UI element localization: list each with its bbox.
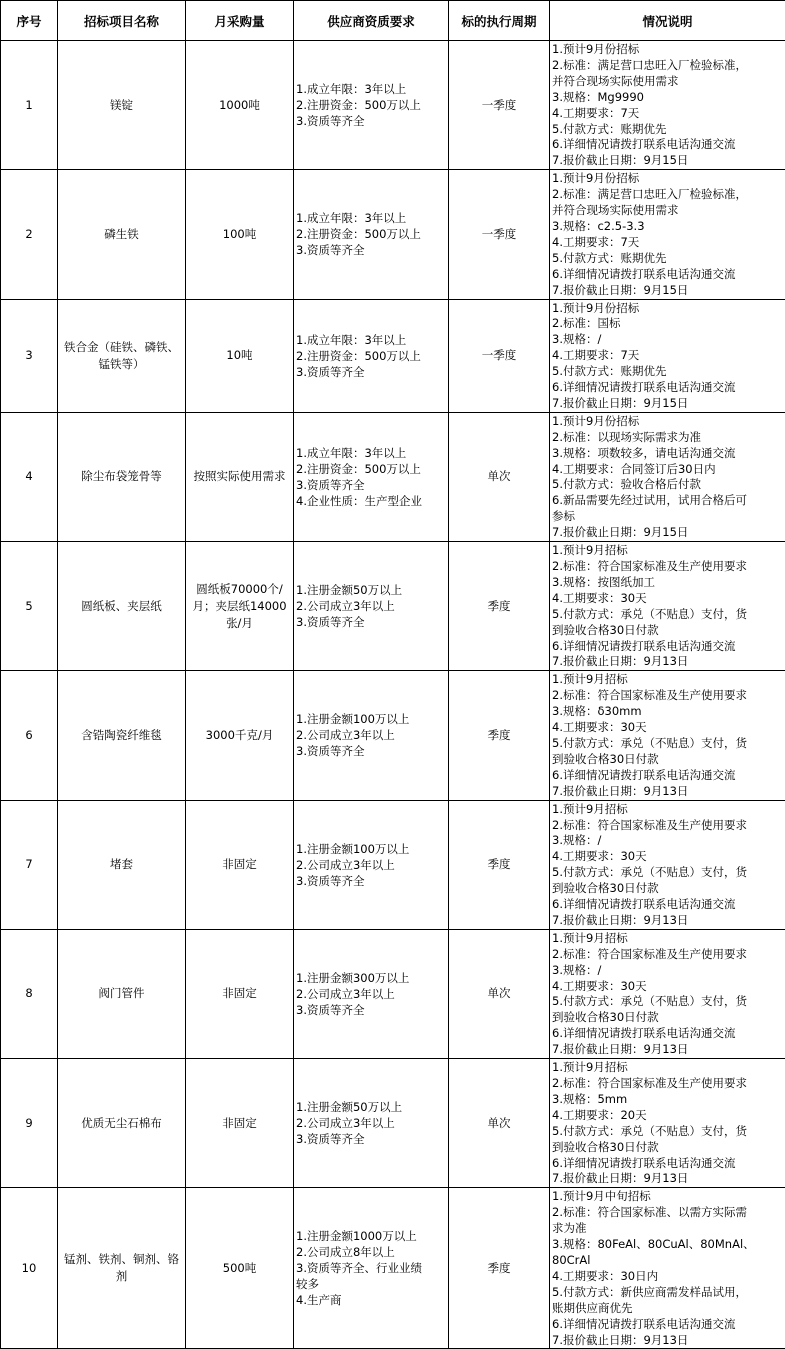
requirement-line: 2.注册资金：500万以上: [296, 461, 446, 477]
table-row: [1, 1188, 785, 1349]
description-line: 6.详细情况请拨打联系电话沟通交流: [552, 267, 783, 283]
supplier-requirements: [294, 1188, 449, 1349]
description-line: 3.规格：按图纸加工: [552, 575, 783, 591]
description-line: 4.工期要求：30天: [552, 979, 783, 995]
description-line: 6.详细情况请拨打联系电话沟通交流: [552, 1026, 783, 1042]
description-line: 参标: [552, 509, 783, 525]
description-line: 到验收合格30日付款: [552, 752, 783, 768]
project-name: 圆纸板、夹层纸: [58, 542, 186, 671]
description-line: 2.标准：符合国家标准、以需方实际需: [552, 1205, 783, 1221]
row-number: 10: [1, 1188, 58, 1349]
description-line: 到验收合格30日付款: [552, 1140, 783, 1156]
row-number: 8: [1, 929, 58, 1058]
description-line: 6.详细情况请拨打联系电话沟通交流: [552, 768, 783, 784]
execution-period: 一季度: [449, 41, 550, 170]
execution-period: 单次: [449, 929, 550, 1058]
supplier-requirements: [294, 671, 449, 800]
requirement-line: 2.公司成立3年以上: [296, 1115, 446, 1131]
description-line: 5.付款方式：承兑（不贴息）支付，货: [552, 1124, 783, 1140]
requirement-line: 1.注册金额100万以上: [296, 841, 446, 857]
description-line: 5.付款方式：承兑（不贴息）支付，货: [552, 736, 783, 752]
header-execution-period: 标的执行周期: [449, 1, 550, 41]
supplier-requirements: [294, 1059, 449, 1188]
header-description: 情况说明: [550, 1, 785, 41]
description-line: 2.标准：符合国家标准及生产使用要求: [552, 559, 783, 575]
project-name: 堵套: [58, 800, 186, 929]
description: [550, 542, 785, 671]
description-line: 3.规格：Mg9990: [552, 90, 783, 106]
table-row: [1, 800, 785, 929]
monthly-quantity: 非固定: [186, 929, 294, 1058]
requirement-line: 2.公司成立3年以上: [296, 727, 446, 743]
project-name: 除尘布袋笼骨等: [58, 412, 186, 541]
table-row: [1, 929, 785, 1058]
monthly-quantity: 圆纸板70000个/月；夹层纸14000张/月: [186, 542, 294, 671]
monthly-quantity: 1000吨: [186, 41, 294, 170]
description-line: 5.付款方式：承兑（不贴息）支付，货: [552, 865, 783, 881]
description: [550, 412, 785, 541]
requirement-line: 4.企业性质：生产型企业: [296, 493, 446, 509]
description-line: 2.标准：满足营口忠旺入厂检验标准，: [552, 187, 783, 203]
monthly-quantity: 按照实际使用需求: [186, 412, 294, 541]
description-line: 4.工期要求：7天: [552, 235, 783, 251]
requirement-line: 1.成立年限：3年以上: [296, 445, 446, 461]
description-line: 6.详细情况请拨打联系电话沟通交流: [552, 1317, 783, 1333]
description-line: 1.预计9月份招标: [552, 414, 783, 430]
header-monthly-qty: 月采购量: [186, 1, 294, 41]
description-line: 4.工期要求：7天: [552, 348, 783, 364]
description-line: 并符合现场实际使用需求: [552, 74, 783, 90]
row-number: 5: [1, 542, 58, 671]
description-line: 3.规格：80FeAl、80CuAl、80MnAl、: [552, 1237, 783, 1253]
table-row: [1, 542, 785, 671]
requirement-line: 3.资质等齐全: [296, 242, 446, 258]
monthly-quantity: 100吨: [186, 170, 294, 299]
description-line: 1.预计9月招标: [552, 931, 783, 947]
row-number: 4: [1, 412, 58, 541]
execution-period: 单次: [449, 412, 550, 541]
description: [550, 929, 785, 1058]
requirement-line: 1.注册金额1000万以上: [296, 1228, 446, 1244]
description-line: 3.规格：c2.5-3.3: [552, 219, 783, 235]
execution-period: 单次: [449, 1059, 550, 1188]
requirement-line: 1.成立年限：3年以上: [296, 81, 446, 97]
requirement-line: 1.注册金额50万以上: [296, 582, 446, 598]
table-row: [1, 299, 785, 412]
description-line: 5.付款方式：承兑（不贴息）支付，货: [552, 994, 783, 1010]
execution-period: 季度: [449, 671, 550, 800]
description-line: 6.详细情况请拨打联系电话沟通交流: [552, 380, 783, 396]
description-line: 到验收合格30日付款: [552, 1010, 783, 1026]
execution-period: 季度: [449, 1188, 550, 1349]
description-line: 2.标准：以现场实际需求为准: [552, 430, 783, 446]
description-line: 1.预计9月份招标: [552, 171, 783, 187]
description-line: 2.标准：国标: [552, 316, 783, 332]
requirement-line: 1.注册金额300万以上: [296, 970, 446, 986]
table-row: [1, 170, 785, 299]
project-name: 优质无尘石棉布: [58, 1059, 186, 1188]
description-line: 3.规格：/: [552, 963, 783, 979]
row-number: 7: [1, 800, 58, 929]
description-line: 2.标准：符合国家标准及生产使用要求: [552, 947, 783, 963]
requirement-line: 1.注册金额50万以上: [296, 1099, 446, 1115]
row-number: 6: [1, 671, 58, 800]
project-name: 镁锭: [58, 41, 186, 170]
project-name: 铁合金（硅铁、磷铁、锰铁等）: [58, 299, 186, 412]
description-line: 80CrAl: [552, 1253, 783, 1269]
description-line: 账期供应商优先: [552, 1301, 783, 1317]
description-line: 4.工期要求：30日内: [552, 1269, 783, 1285]
project-name: 阀门管件: [58, 929, 186, 1058]
row-number: 2: [1, 170, 58, 299]
header-project-name: 招标项目名称: [58, 1, 186, 41]
table-row: [1, 671, 785, 800]
supplier-requirements: [294, 41, 449, 170]
description-line: 6.详细情况请拨打联系电话沟通交流: [552, 137, 783, 153]
description-line: 2.标准：满足营口忠旺入厂检验标准，: [552, 58, 783, 74]
description-line: 2.标准：符合国家标准及生产使用要求: [552, 1076, 783, 1092]
execution-period: 季度: [449, 542, 550, 671]
description-line: 5.付款方式：承兑（不贴息）支付，货: [552, 607, 783, 623]
description-line: 7.报价截止日期：9月15日: [552, 396, 783, 412]
description-line: 3.规格：项数较多，请电话沟通交流: [552, 446, 783, 462]
supplier-requirements: [294, 412, 449, 541]
description-line: 7.报价截止日期：9月15日: [552, 525, 783, 541]
header-row: [1, 1, 785, 41]
execution-period: 一季度: [449, 299, 550, 412]
description-line: 4.工期要求：合同签订后30日内: [552, 462, 783, 478]
description-line: 2.标准：符合国家标准及生产使用要求: [552, 688, 783, 704]
description-line: 1.预计9月份招标: [552, 301, 783, 317]
execution-period: 季度: [449, 800, 550, 929]
description-line: 3.规格：/: [552, 833, 783, 849]
requirement-line: 3.资质等齐全: [296, 743, 446, 759]
supplier-requirements: [294, 299, 449, 412]
description-line: 7.报价截止日期：9月15日: [552, 153, 783, 169]
description-line: 6.新品需要先经过试用，试用合格后可: [552, 493, 783, 509]
table-row: [1, 41, 785, 170]
requirement-line: 3.资质等齐全: [296, 614, 446, 630]
project-name: 含锆陶瓷纤维毯: [58, 671, 186, 800]
description: [550, 299, 785, 412]
supplier-requirements: [294, 170, 449, 299]
description-line: 1.预计9月中旬招标: [552, 1189, 783, 1205]
requirement-line: 2.公司成立3年以上: [296, 986, 446, 1002]
description-line: 并符合现场实际使用需求: [552, 203, 783, 219]
monthly-quantity: 非固定: [186, 1059, 294, 1188]
description-line: 3.规格：5mm: [552, 1092, 783, 1108]
description: [550, 1059, 785, 1188]
description-line: 3.规格：/: [552, 332, 783, 348]
supplier-requirements: [294, 929, 449, 1058]
requirement-line: 2.公司成立3年以上: [296, 598, 446, 614]
row-number: 3: [1, 299, 58, 412]
execution-period: 一季度: [449, 170, 550, 299]
description-line: 4.工期要求：20天: [552, 1108, 783, 1124]
description-line: 7.报价截止日期：9月13日: [552, 913, 783, 929]
description-line: 4.工期要求：30天: [552, 849, 783, 865]
header-supplier-requirements: 供应商资质要求: [294, 1, 449, 41]
supplier-requirements: [294, 542, 449, 671]
description: [550, 800, 785, 929]
description-line: 6.详细情况请拨打联系电话沟通交流: [552, 897, 783, 913]
row-number: 9: [1, 1059, 58, 1188]
description-line: 7.报价截止日期：9月13日: [552, 1042, 783, 1058]
requirement-line: 2.注册资金：500万以上: [296, 97, 446, 113]
description: [550, 170, 785, 299]
supplier-requirements: [294, 800, 449, 929]
monthly-quantity: 非固定: [186, 800, 294, 929]
description-line: 5.付款方式：新供应商需发样品试用，: [552, 1285, 783, 1301]
description-line: 5.付款方式：账期优先: [552, 251, 783, 267]
description-line: 7.报价截止日期：9月13日: [552, 1333, 783, 1349]
monthly-quantity: 10吨: [186, 299, 294, 412]
row-number: 1: [1, 41, 58, 170]
requirement-line: 1.注册金额100万以上: [296, 711, 446, 727]
requirement-line: 3.资质等齐全: [296, 1002, 446, 1018]
description-line: 1.预计9月招标: [552, 543, 783, 559]
requirement-line: 3.资质等齐全: [296, 364, 446, 380]
header-no: 序号: [1, 1, 58, 41]
description-line: 7.报价截止日期：9月13日: [552, 784, 783, 800]
requirement-line: 1.成立年限：3年以上: [296, 332, 446, 348]
project-name: 磷生铁: [58, 170, 186, 299]
description-line: 1.预计9月招标: [552, 1060, 783, 1076]
description-line: 求为准: [552, 1221, 783, 1237]
description-line: 6.详细情况请拨打联系电话沟通交流: [552, 639, 783, 655]
monthly-quantity: 3000千克/月: [186, 671, 294, 800]
requirement-line: 2.注册资金：500万以上: [296, 348, 446, 364]
description-line: 到验收合格30日付款: [552, 881, 783, 897]
description-line: 1.预计9月招标: [552, 672, 783, 688]
description-line: 4.工期要求：30天: [552, 591, 783, 607]
description-line: 5.付款方式：账期优先: [552, 122, 783, 138]
requirement-line: 2.公司成立3年以上: [296, 857, 446, 873]
description: [550, 1188, 785, 1349]
requirement-line: 2.注册资金：500万以上: [296, 226, 446, 242]
requirement-line: 3.资质等齐全: [296, 477, 446, 493]
requirement-line: 3.资质等齐全: [296, 113, 446, 129]
description: [550, 671, 785, 800]
description-line: 5.付款方式：账期优先: [552, 364, 783, 380]
project-name: 锰剂、铁剂、铜剂、铬剂: [58, 1188, 186, 1349]
description-line: 7.报价截止日期：9月15日: [552, 283, 783, 299]
requirement-line: 1.成立年限：3年以上: [296, 210, 446, 226]
description-line: 4.工期要求：7天: [552, 106, 783, 122]
description: [550, 41, 785, 170]
description-line: 1.预计9月份招标: [552, 42, 783, 58]
description-line: 6.详细情况请拨打联系电话沟通交流: [552, 1156, 783, 1172]
description-line: 3.规格：δ30mm: [552, 704, 783, 720]
requirement-line: 较多: [296, 1276, 446, 1292]
requirement-line: 4.生产商: [296, 1292, 446, 1308]
table-row: [1, 412, 785, 541]
description-line: 7.报价截止日期：9月13日: [552, 654, 783, 670]
description-line: 4.工期要求：30天: [552, 720, 783, 736]
description-line: 5.付款方式：验收合格后付款: [552, 477, 783, 493]
requirement-line: 3.资质等齐全、行业业绩: [296, 1260, 446, 1276]
requirement-line: 3.资质等齐全: [296, 1131, 446, 1147]
description-line: 1.预计9月招标: [552, 802, 783, 818]
description-line: 7.报价截止日期：9月13日: [552, 1171, 783, 1187]
description-line: 到验收合格30日付款: [552, 623, 783, 639]
table-row: [1, 1059, 785, 1188]
requirement-line: 3.资质等齐全: [296, 873, 446, 889]
monthly-quantity: 500吨: [186, 1188, 294, 1349]
requirement-line: 2.公司成立8年以上: [296, 1244, 446, 1260]
description-line: 2.标准：符合国家标准及生产使用要求: [552, 818, 783, 834]
